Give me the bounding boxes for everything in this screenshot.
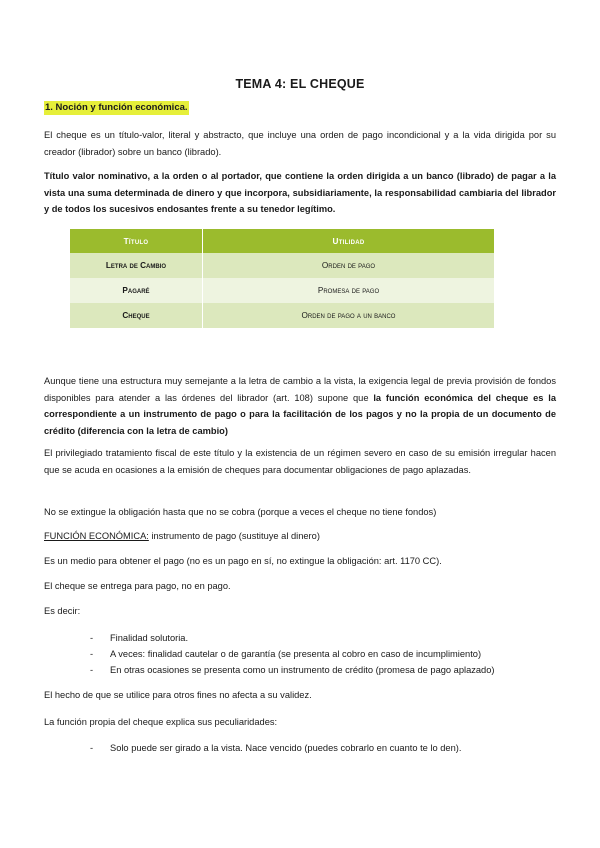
paragraph-structure-text: Aunque tiene una estructura muy semejante a la letra de cambio a la vista, la exigencia legal de previa provisión de fondos disponibles para atender a las órdenes del librador (art. 108) supone que [44,376,556,403]
list-item-text: En otras ocasiones se presenta como un instrumento de crédito (promesa de pago aplazado) [110,665,495,675]
paragraph-function [44,528,556,545]
table-cell: Orden de pago [203,253,495,278]
table-cell: Letra de Cambio [70,253,203,278]
function-label: FUNCIÓN ECONÓMICA: [44,531,149,541]
function-text: instrumento de pago (sustituye al dinero) [148,531,320,541]
comparison-table [70,229,494,328]
section-heading: 1. Noción y función económica. [45,102,188,113]
paragraph-extinction: No se extingue la obligación hasta que no se cobra (porque a veces el cheque no tiene fondos) [44,507,437,517]
table-cell: Orden de pago a un banco [203,303,495,328]
bullet-marker: - [90,633,94,643]
paragraph-structure [44,373,556,439]
table-cell: Cheque [70,303,203,328]
list-item-text: Solo puede ser girado a la vista. Nace vencido (puedes cobrarlo en cuanto te lo den). [110,743,462,753]
paragraph-fiscal: El privilegiado tratamiento fiscal de este título y la existencia de un régimen severo en caso de su emisión irregular hacen que se acuda en ocasiones a la emisión de cheques para documentar obligaciones de pago aplazadas. [44,448,556,475]
table-cell: Pagaré [70,278,203,303]
paragraph-delivery: El cheque se entrega para pago, no en pago. [44,581,231,591]
table-header-utilidad: Utilidad [203,229,495,253]
list-item [90,646,481,662]
table-header-titulo: Título [70,229,203,253]
paragraph-es-decir: Es decir: [44,606,81,616]
list-item [90,630,188,646]
table-row [70,278,494,303]
table-row [70,303,494,328]
list-item [90,740,461,756]
table-cell: Promesa de pago [203,278,495,303]
bullet-marker: - [90,649,94,659]
paragraph-structure-emphasis: la función económica del cheque es la correspondiente a un instrumento de pago o para la facilitación de los pagos y no la propia de un documento de crédito (diferencia con la letra de cambio) [44,392,556,436]
list-item-text: Finalidad solutoria. [110,633,189,643]
page-title: TEMA 4: EL CHEQUE [235,77,365,91]
bullet-marker: - [90,743,94,753]
bullet-marker: - [90,665,94,675]
table-row [70,253,494,278]
paragraph-legal-definition: Título valor nominativo, a la orden o al portador, que contiene la orden dirigida a un banco (librado) de pagar a la vista una suma determinada de dinero y que incorpora, subsidiariamente, la responsabilidad cambiaria del librador y de todos los sucesivos endosantes frente a su tenedor legítimo. [44,171,556,214]
list-item [90,662,495,678]
paragraph-peculiarities: La función propia del cheque explica sus peculiaridades: [44,717,278,727]
list-item-text: A veces: finalidad cautelar o de garantía (se presenta al cobro en caso de incumplimiento) [110,649,482,659]
paragraph-definition: El cheque es un título-valor, literal y abstracto, que incluye una orden de pago incondicional y a la vida dirigida por su creador (librador) sobre un banco (librado). [44,130,556,157]
paragraph-validity: El hecho de que se utilice para otros fines no afecta a su validez. [44,690,312,700]
paragraph-means: Es un medio para obtener el pago (no es un pago en sí, no extingue la obligación: art. 1170 CC). [44,556,442,566]
